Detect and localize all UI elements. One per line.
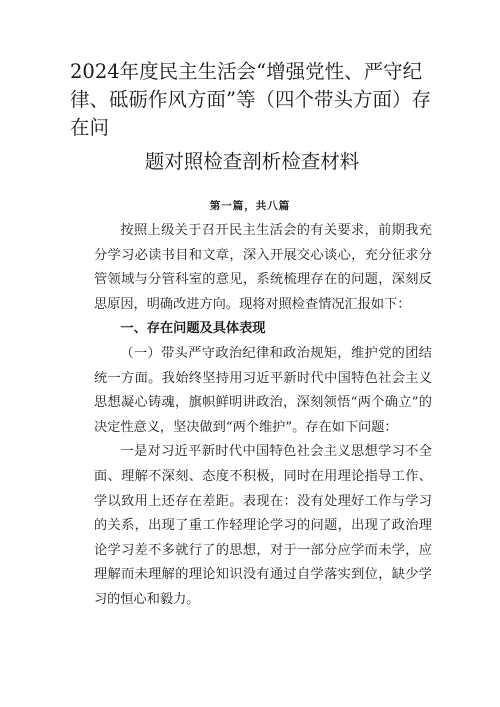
section-heading: 一、存在问题及具体表现 — [120, 321, 266, 337]
document-title — [70, 58, 430, 176]
title-line-4: 题对照检查剖析检查材料 — [144, 150, 360, 173]
document-subtitle: 第一篇，共八篇 — [209, 200, 291, 212]
title-line-2: 律、砥砺作风方面”等（四个带头方面）存 — [70, 88, 431, 111]
document-body — [94, 219, 432, 613]
title-line-3: 在问 — [70, 116, 110, 139]
title-line-1: 2024年度民主生活会“增强党性、严守纪 — [70, 60, 423, 83]
paragraph-2: 一是对习近平新时代中国特色社会主义思想学习不全面、理解不深刻、态度不积极，同时在用理论指导工作、学以致用上还存在差距。表现在：没有处理好工作与学习的关系，出现了重工作轻理论学习的问题，出现了政治理论学习差不多就行了的思想，对于一部分应学而未学，应理解而未理解的理论知识没有通过自学落实到位，缺少学习的恒心和毅力。 — [94, 444, 432, 607]
intro-paragraph: 按照上级关于召开民主生活会的有关要求，前期我充分学习必读书目和文章，深入开展交心谈心，充分征求分管领域与分管科室的意见，系统梳理存在的问题，深刻反思原因，明确改进方向。现将对照检查情况汇报如下： — [94, 223, 432, 312]
paragraph-1: （一）带头严守政治纪律和政治规矩，维护党的团结统一方面。我始终坚持用习近平新时代中国特色社会主义思想凝心铸魂，旗帜鲜明讲政治，深刻领悟“两个确立”的决定性意义，坚决做到“两个维护”。存在如下问题： — [94, 345, 432, 435]
